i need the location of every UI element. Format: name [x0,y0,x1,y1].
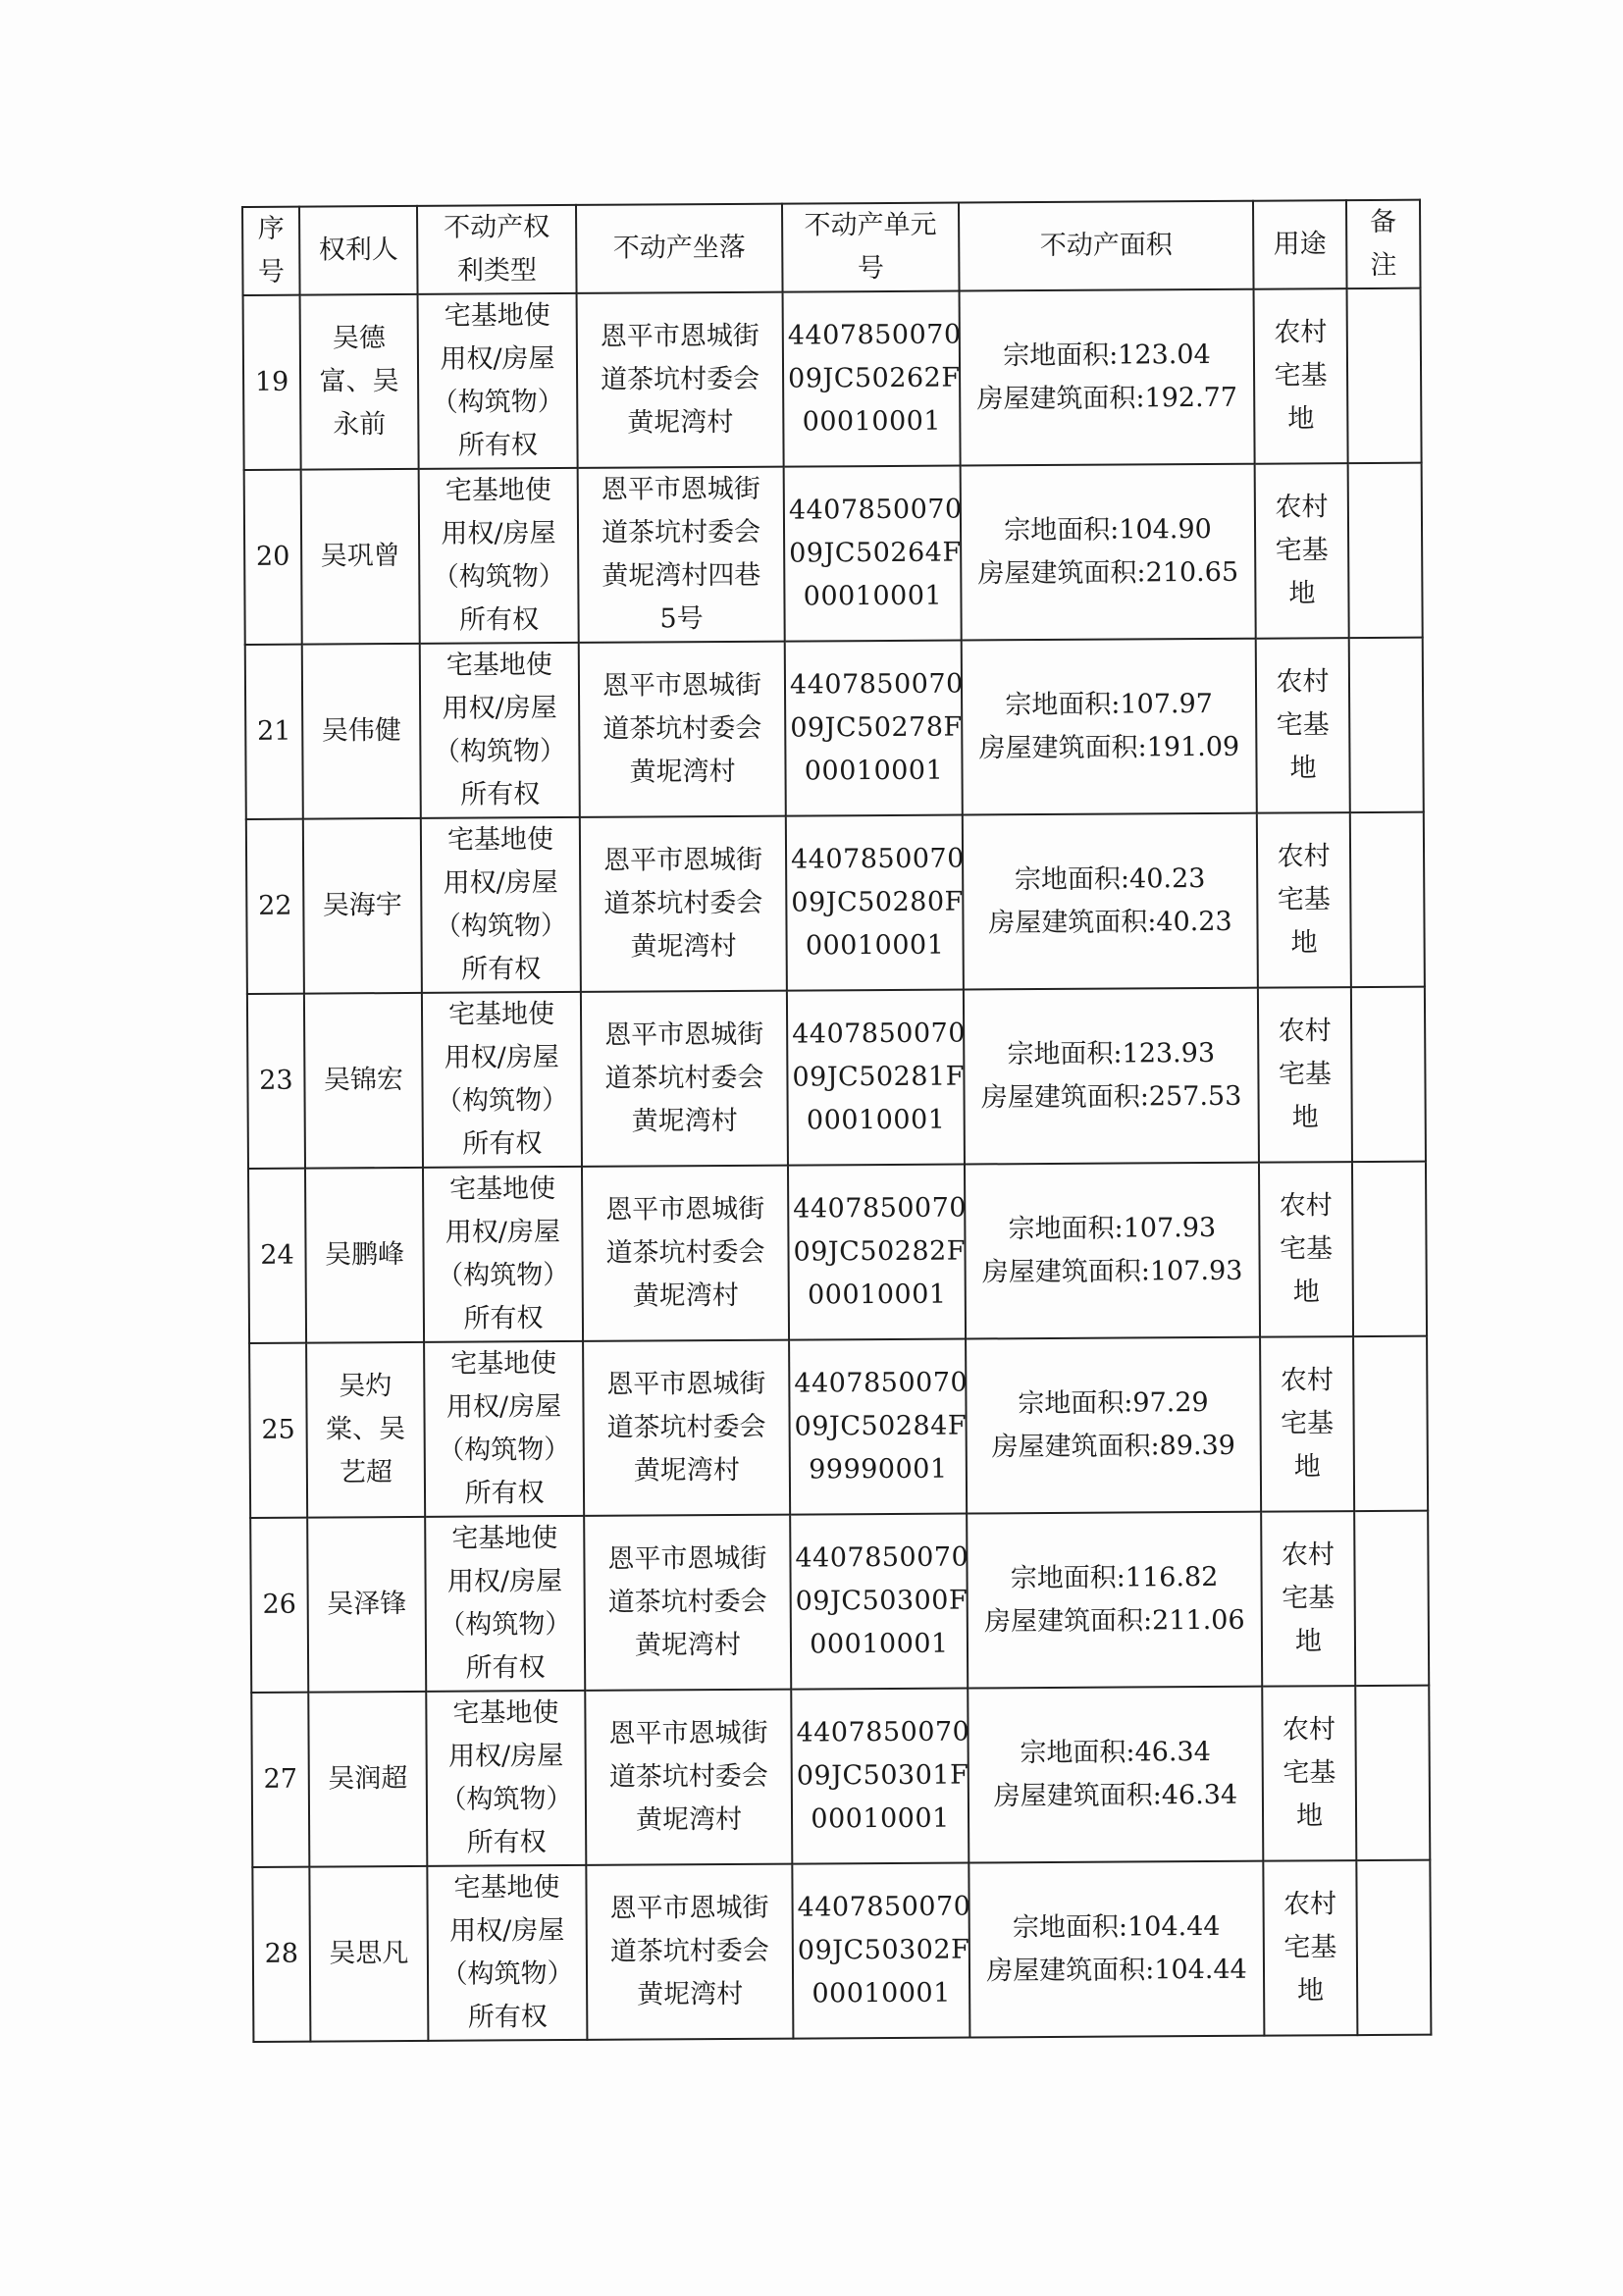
cell-serial-number: 23 [247,994,305,1169]
header-remarks: 备 注 [1346,200,1421,288]
cell-right-holder: 吴思凡 [309,1866,428,2042]
table-body [243,288,1432,2042]
cell-unit-number: 4407850070 09JC50262F 00010001 [783,291,961,467]
cell-area: 宗地面积:107.97 房屋建筑面积:191.09 [962,639,1257,815]
cell-area: 宗地面积:40.23 房屋建筑面积:40.23 [963,813,1258,990]
cell-right-holder: 吴润超 [308,1692,427,1867]
cell-serial-number: 25 [249,1343,307,1518]
cell-usage: 农村 宅基 地 [1262,1686,1356,1861]
cell-area: 宗地面积:123.93 房屋建筑面积:257.53 [964,988,1259,1165]
cell-area: 宗地面积:123.04 房屋建筑面积:192.77 [960,289,1255,466]
cell-area: 宗地面积:104.44 房屋建筑面积:104.44 [969,1861,1264,2038]
cell-remarks [1350,812,1425,987]
table-row [247,987,1426,1169]
cell-unit-number: 4407850070 09JC50278F 00010001 [785,641,963,816]
table-row [249,1336,1428,1518]
table-row [246,812,1425,994]
cell-right-holder: 吴巩曾 [301,469,420,645]
cell-right-holder: 吴德 富、吴 永前 [300,294,419,470]
cell-serial-number: 20 [244,470,302,645]
cell-usage: 农村 宅基 地 [1263,1860,1357,2036]
cell-unit-number: 4407850070 09JC50281F 00010001 [787,990,965,1166]
cell-serial-number: 26 [250,1518,308,1693]
cell-area: 宗地面积:104.90 房屋建筑面积:210.65 [961,464,1256,641]
cell-unit-number: 4407850070 09JC50280F 00010001 [786,815,964,991]
cell-area: 宗地面积:107.93 房屋建筑面积:107.93 [965,1163,1260,1339]
real-estate-registry-table [241,199,1432,2043]
cell-right-type: 宅基地使 用权/房屋 （构筑物） 所有权 [420,643,580,818]
cell-serial-number: 24 [248,1169,306,1343]
cell-location: 恩平市恩城街 道茶坑村委会 黄坭湾村 [583,1340,790,1516]
cell-unit-number: 4407850070 09JC50302F 00010001 [792,1863,969,2039]
table-row [251,1686,1430,1867]
cell-right-holder: 吴灼 棠、吴 艺超 [306,1342,425,1518]
cell-area: 宗地面积:46.34 房屋建筑面积:46.34 [968,1687,1263,1863]
header-serial-number: 序 号 [242,207,300,295]
cell-right-type: 宅基地使 用权/房屋 （构筑物） 所有权 [419,468,579,644]
cell-right-type: 宅基地使 用权/房屋 （构筑物） 所有权 [418,293,578,469]
cell-right-holder: 吴海宇 [303,818,422,994]
header-usage: 用途 [1253,200,1347,289]
cell-serial-number: 28 [252,1867,310,2042]
cell-right-type: 宅基地使 用权/房屋 （构筑物） 所有权 [424,1341,584,1517]
cell-remarks [1349,638,1424,812]
cell-remarks [1355,1686,1430,1860]
cell-remarks [1348,463,1423,638]
cell-right-holder: 吴泽锋 [307,1517,426,1693]
cell-remarks [1356,1860,1431,2035]
cell-usage: 农村 宅基 地 [1258,987,1352,1163]
cell-unit-number: 4407850070 09JC50300F 00010001 [790,1514,968,1690]
cell-usage: 农村 宅基 地 [1257,812,1351,988]
cell-right-type: 宅基地使 用权/房屋 （构筑物） 所有权 [427,1865,587,2041]
cell-remarks [1353,1336,1428,1511]
cell-right-holder: 吴鹏峰 [305,1168,424,1343]
cell-serial-number: 19 [243,295,301,470]
table-row [248,1162,1427,1343]
cell-remarks [1352,1162,1427,1336]
cell-remarks [1354,1511,1429,1686]
cell-location: 恩平市恩城街 道茶坑村委会 黄坭湾村 [581,991,788,1167]
cell-location: 恩平市恩城街 道茶坑村委会 黄坭湾村四巷 5号 [578,467,785,643]
cell-right-type: 宅基地使 用权/房屋 （构筑物） 所有权 [421,817,581,993]
header-unit-number: 不动产单元 号 [782,203,960,292]
table-row [244,463,1423,645]
cell-unit-number: 4407850070 09JC50282F 00010001 [788,1165,966,1340]
header-area: 不动产面积 [959,201,1254,291]
cell-area: 宗地面积:116.82 房屋建筑面积:211.06 [967,1512,1262,1689]
cell-location: 恩平市恩城街 道茶坑村委会 黄坭湾村 [577,292,784,468]
cell-location: 恩平市恩城街 道茶坑村委会 黄坭湾村 [586,1864,793,2040]
cell-location: 恩平市恩城街 道茶坑村委会 黄坭湾村 [580,816,787,992]
cell-right-type: 宅基地使 用权/房屋 （构筑物） 所有权 [425,1516,585,1692]
cell-serial-number: 27 [251,1693,309,1867]
table-header [242,200,1421,295]
header-right-holder: 权利人 [299,206,418,295]
cell-unit-number: 4407850070 09JC50264F 00010001 [784,466,962,642]
cell-right-holder: 吴伟健 [302,644,421,819]
cell-serial-number: 22 [246,819,304,994]
cell-unit-number: 4407850070 09JC50301F 00010001 [791,1689,969,1864]
cell-remarks [1351,987,1426,1162]
cell-location: 恩平市恩城街 道茶坑村委会 黄坭湾村 [584,1515,791,1691]
cell-unit-number: 4407850070 09JC50284F 99990001 [789,1339,967,1515]
cell-right-type: 宅基地使 用权/房屋 （构筑物） 所有权 [422,992,582,1168]
cell-right-holder: 吴锦宏 [304,993,423,1169]
cell-usage: 农村 宅基 地 [1256,638,1350,813]
cell-right-type: 宅基地使 用权/房屋 （构筑物） 所有权 [423,1167,583,1342]
cell-usage: 农村 宅基 地 [1259,1162,1353,1337]
cell-usage: 农村 宅基 地 [1255,463,1349,639]
cell-location: 恩平市恩城街 道茶坑村委会 黄坭湾村 [579,642,786,817]
table-row [245,638,1424,819]
cell-location: 恩平市恩城街 道茶坑村委会 黄坭湾村 [582,1166,789,1341]
cell-usage: 农村 宅基 地 [1254,288,1348,464]
table-row [250,1511,1429,1693]
cell-right-type: 宅基地使 用权/房屋 （构筑物） 所有权 [426,1691,586,1866]
cell-usage: 农村 宅基 地 [1260,1336,1354,1512]
cell-usage: 农村 宅基 地 [1261,1511,1355,1687]
cell-remarks [1347,288,1422,463]
header-location: 不动产坐落 [576,204,783,293]
cell-location: 恩平市恩城街 道茶坑村委会 黄坭湾村 [585,1690,792,1865]
table-row [252,1860,1431,2042]
cell-area: 宗地面积:97.29 房屋建筑面积:89.39 [966,1337,1261,1514]
cell-serial-number: 21 [245,645,303,819]
header-right-type: 不动产权 利类型 [417,205,577,294]
header-row [242,200,1421,295]
table-row [243,288,1422,470]
